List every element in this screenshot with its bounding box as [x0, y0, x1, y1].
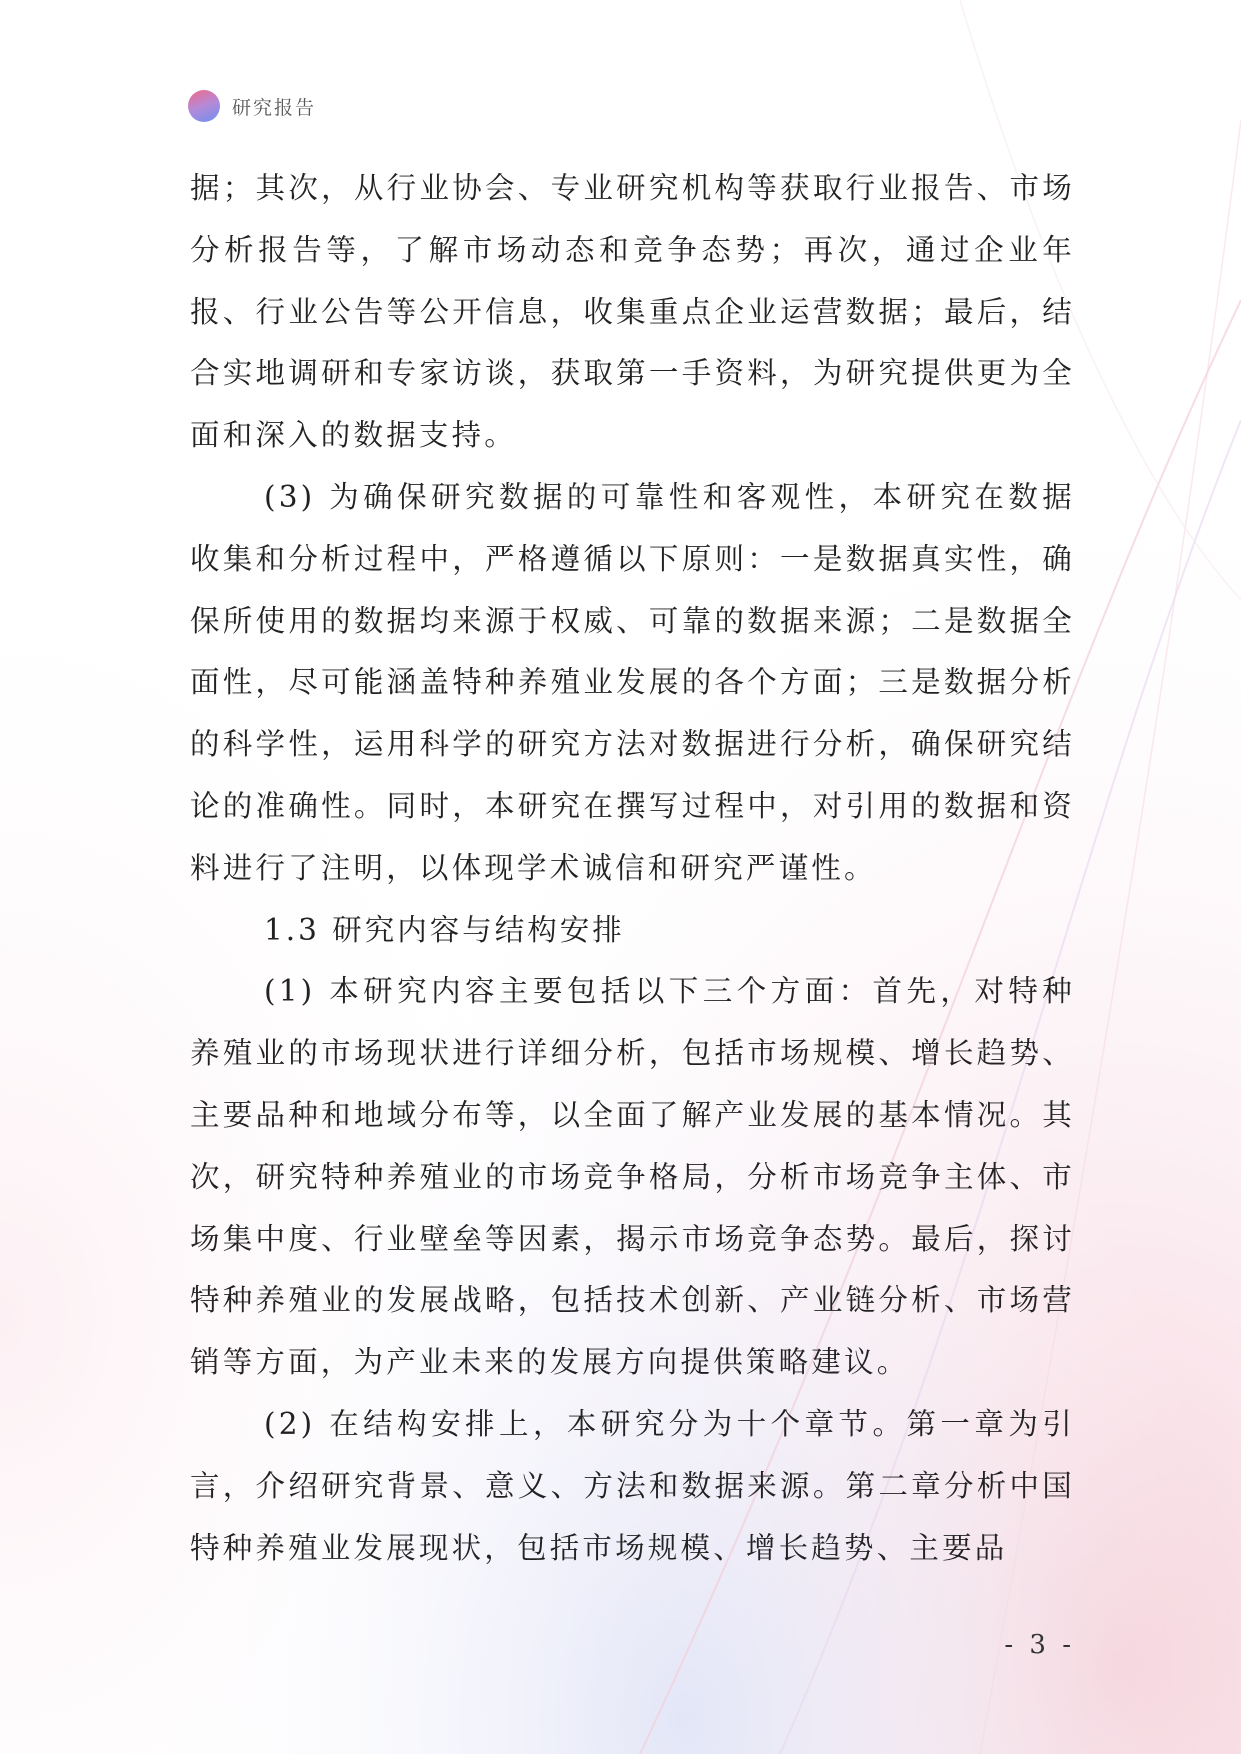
paragraph-research-content: (1) 本研究内容主要包括以下三个方面：首先，对特种养殖业的市场现状进行详细分析，包括市场规模、增长趋势、主要品种和地域分布等，以全面了解产业发展的基本情况。其次，研究特种养殖业的市场竞争格局，分析市场竞争主体、市场集中度、行业壁垒等因素，揭示市场竞争态势。最后，探讨特种养殖业的发展战略，包括技术创新、产业链分析、市场营销等方面，为产业未来的发展方向提供策略建议。 [190, 974, 1075, 1380]
paragraph-principles: (3) 为确保研究数据的可靠性和客观性，本研究在数据收集和分析过程中，严格遵循以下原则：一是数据真实性，确保所使用的数据均来源于权威、可靠的数据来源；二是数据全面性，尽可能涵盖特种养殖业发展的各个方面；三是数据分析的科学性，运用科学的研究方法对数据进行分析，确保研究结论的准确性。同时，本研究在撰写过程中，对引用的数据和资料进行了注明，以体现学术诚信和研究严谨性。 [190, 479, 1075, 885]
header-label: 研究报告 [232, 96, 317, 119]
document-body [190, 158, 1075, 1579]
report-header [188, 88, 316, 124]
paragraph-continued: 据；其次，从行业协会、专业研究机构等获取行业报告、市场分析报告等，了解市场动态和竞争态势；再次，通过企业年报、行业公告等公开信息，收集重点企业运营数据；最后，结合实地调研和专家访谈，获取第一手资料，为研究提供更为全面和深入的数据支持。 [190, 171, 1075, 453]
section-heading: 1.3 研究内容与结构安排 [264, 912, 625, 947]
report-logo-icon [188, 90, 220, 122]
paragraph-structure: (2) 在结构安排上，本研究分为十个章节。第一章为引言，介绍研究背景、意义、方法和数据来源。第二章分析中国特种养殖业发展现状，包括市场规模、增长趋势、主要品 [190, 1406, 1075, 1565]
page-number: - 3 - [1004, 1630, 1075, 1660]
